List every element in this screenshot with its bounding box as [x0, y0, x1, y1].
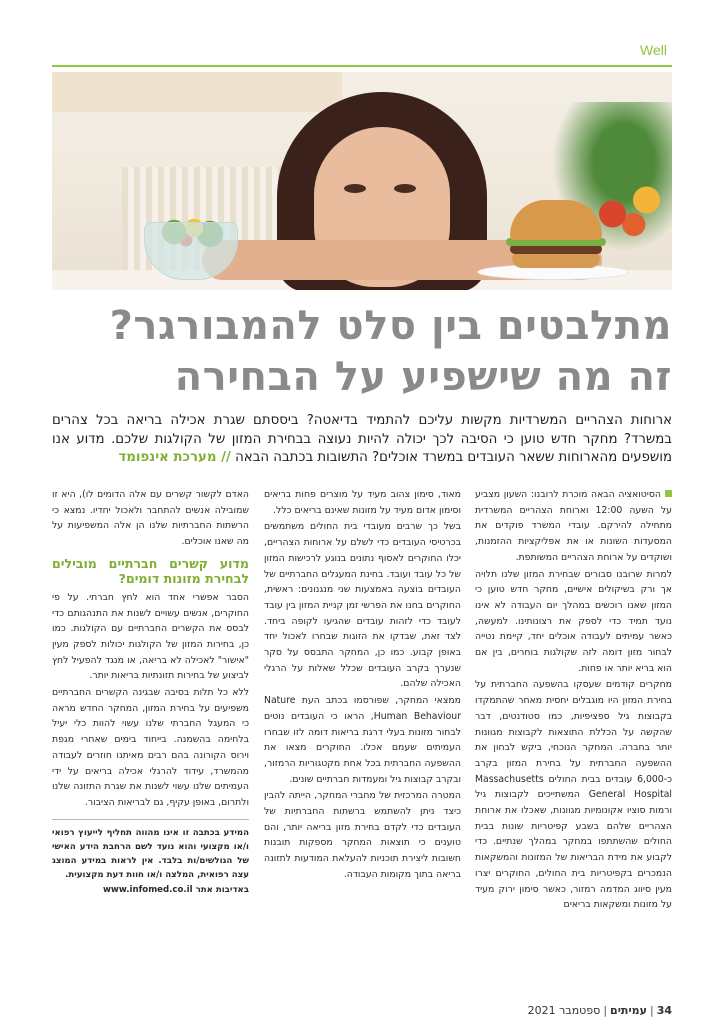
photo-eye-left	[344, 184, 366, 193]
column-1-paragraph-1	[475, 487, 672, 566]
issue-date: ספטמבר 2021	[527, 1004, 601, 1017]
lead-text: ארוחות הצהריים המשרדיות מקשות עליכם להתמיד בדיאטה? ביססתם שגרת אכילה בריאה בכל צהרים במשרד? מחקר חדש טוען כי הסיבה לכך יכולה להיות נעוצה בבחירת המזון של הקולגות שלכם. מדוע אנו מושפעים מהארוחות ששאר העובדים במשרד אוכלים? התשובות בכתבה הבאה	[52, 413, 672, 466]
photo-shelf	[52, 72, 342, 112]
column-2-paragraph-3: ממצאי המחקר, שפורסמו בכתב העת Nature Human Behaviour, הראו כי העובדים נוטים לבחור מזונות בעלי דרגת בריאות דומה לזו שבחרו העמיתים שעמם אכלו. החוקרים מצאו את ההשפעה החברתית בכל אחת מקטגוריות הרמזור, ובקרב קבוצות גיל ומעמדות חברתיים שונים.	[264, 695, 461, 785]
source-credit-link[interactable]: www.infomed.co.il	[102, 884, 193, 895]
page-number: 34	[656, 1004, 672, 1017]
source-credit	[52, 883, 249, 899]
headline-line-1: מתלבטים בין סלט להמבורגר?	[109, 303, 672, 349]
lead-paragraph	[52, 412, 672, 468]
section-bullet-icon	[665, 490, 672, 497]
photo-eye-right	[394, 184, 416, 193]
publication-name: עמיתים	[610, 1004, 647, 1017]
byline: // מערכת אינפומד	[118, 450, 231, 466]
footer-separator: |	[603, 1004, 608, 1017]
column-1-paragraph-2: למרות שרובנו סבורים שבחירת המזון שלנו תלויה אך ורק בשיקולים אישיים, מחקר חדש טוען כי המזון שאנו רוכשים במהלך יום העבודה לא אינו נועד תמיד כדי לספק את רצונותינו. למעשה, כאשר עמיתים לעבודה אוכלים יחד, קיימת נטייה לבחור מזון דומה לזה שקולגות בוחרים, בין אם הוא בריא יותר או פחות.	[475, 568, 672, 674]
column-3-intro: האדם לקשור קשרים עם אלה הדומים לו), היא זו שמובילה אנשים להתחבר ולאכול יחדיו. נמצא כי הרשתות החברתיות שלנו הן אלה המשפיעות על מה שאנו אוכלים.	[52, 489, 249, 548]
column-1-paragraph-1-text: הסיטואציה הבאה מוכרת לרובנו: השעון מצביע על השעה 12:00 וארוחת הצהריים המשרדית מתחילה להירקם. עובדי המשרד פוקדים את המסעדות השונות או את אפליקציות ההזמנות, ושוקדים על ארוחת הצהריים המשותפת.	[475, 489, 672, 563]
section-tag: Well	[640, 42, 667, 58]
column-3-paragraph-1: הסבר אפשרי אחד הוא לחץ חברתי. על פי החוקרים, אנשים עשויים לשנות את התנהגותם כדי לבסס את הקשרים החברתיים עם הקולגות. כמו כן, בחירות המזון של הקולגות יכולות לספק מעין "אישור" לאכילה לא בריאה, או מנגד להפעיל לחץ לביצוע של בחירות תזונתיות בריאות יותר.	[52, 591, 249, 682]
column-2-paragraph-4: המטרה המרכזית של מחברי המחקר, הייתה להבין כיצד ניתן להשתמש ברשתות החברתיות של העובדים כדי לקדם בחירת מזון בריאה יותר, והם טוענים כי תוצאות המחקר מספקות תובנות חשובות ליצירת תוכניות להעלאת המודעות לתזונה בריאה בתוך מקומות העבודה.	[264, 790, 461, 880]
article-column-2	[264, 487, 461, 884]
column-2-paragraph-2: בשל כך שרבים מעובדי בית החולים משתמשים בכרטיסי העובדים כדי לשלם על ארוחות הצהריים, יכלו החוקרים לאסוף נתונים בנוגע לרכישות המזון של כל עובד ועובד. בחינת המעגלים החברתיים של העובדים בוצעה באמצעות שני מנגנונים: ראשית, החוקרים בחנו את הפרשי זמן קניית המזון בין עובד לעובד כדי לזהות עובדים שהגיעו לקופה ביחד. לצד זאת, שבדקו את הזוגות שבחרו לאכול יחד באופן קבוע. כמו כן, המחקר התבסס על סקר שנערך בקרב העובדים שכלל שאלות על הרגלי האכילה שלהם.	[264, 521, 461, 690]
source-credit-label: באדיבות אתר	[195, 884, 249, 895]
burger-bun-bottom	[512, 254, 600, 268]
column-2-paragraph-1: מאוד, סימון צהוב מעיד על מוצרים פחות בריאים וסימון אדום מעיד על מזונות שאינם בריאים כלל.	[264, 489, 461, 516]
column-3-paragraph-2: ללא כל תלות בסיבה שבגינה הקשרים החברתיים משפיעים על בחירת המזון, המחקר החדש מראה כי המעגל החברתי שלנו עשוי להוות כלי יעיל בלחימה בהשמנה. בייחוד בימים שאחרי מגפת וירוס הקורונה בהם רבים מאיתנו חוזרים לעבודה מהמשרד, עידוד להרגלי אכילה בריאים על ידי העמיתים שלנו עשוי לשנות את שגרת התזונה שלנו ולתרום, באופן עקיף, גם לבריאות הציבור.	[52, 687, 249, 808]
page-footer	[440, 1004, 672, 1020]
column-3-subhead: מדוע קשרים חברתיים מובילים לבחירת מזונות דומים?	[52, 555, 249, 586]
header-divider	[52, 65, 672, 67]
hero-photo	[52, 72, 672, 290]
medical-disclaimer: המידע בכתבה זו אינו מהווה תחליף לייעוץ רפואי ו/או מקצועי והוא נועד לשם הרחבת הידע האישי של הגולשים/ות בלבד. אין לראות במידע המוצג עצה רפואית, המלצה ו/או חוות דעת מקצועית.	[52, 827, 249, 880]
footer-separator: |	[649, 1004, 654, 1017]
article-column-3	[52, 487, 249, 899]
headline-line-2: זה מה שישפיע על הבחירה	[174, 354, 672, 400]
article-column-1	[475, 487, 672, 914]
column-1-paragraph-3: מחקרים קודמים שעסקו בהשפעה החברתית על בחירת המזון היו מוגבלים יחסית מאחר שהתמקדו בקבוצות גיל ספציפיות, כמו סטודנטים, דבר שהקשה על הכללת התוצאות לקבוצות מגוונות יותר בחברה. המחקר הנוכחי, ביקש לבחון את ההשפעה החברתית על בחירת המזון בקרב כ-6,000 עובדים בבית החולים Massachusetts General Hospital המשתייכים לקבוצות גיל ורמות סוציו אקונומיות מגוונות, שאכלו את ארוחת הצהריים שלהם בשבע קפיטריות שונות בבית החולים שהשתתפו במחקר במהלך שנתיים. כדי לקבוע את מידת הבריאות של המזונות והמשקאות הנמכרים בקפיטריות בית החולים, החוקרים יצרו מעין סיווג המדמה רמזור, כאשר סימון ירוק מעיד על מזונות ומשקאות בריאים	[475, 679, 672, 911]
disclaimer-divider	[52, 819, 249, 820]
